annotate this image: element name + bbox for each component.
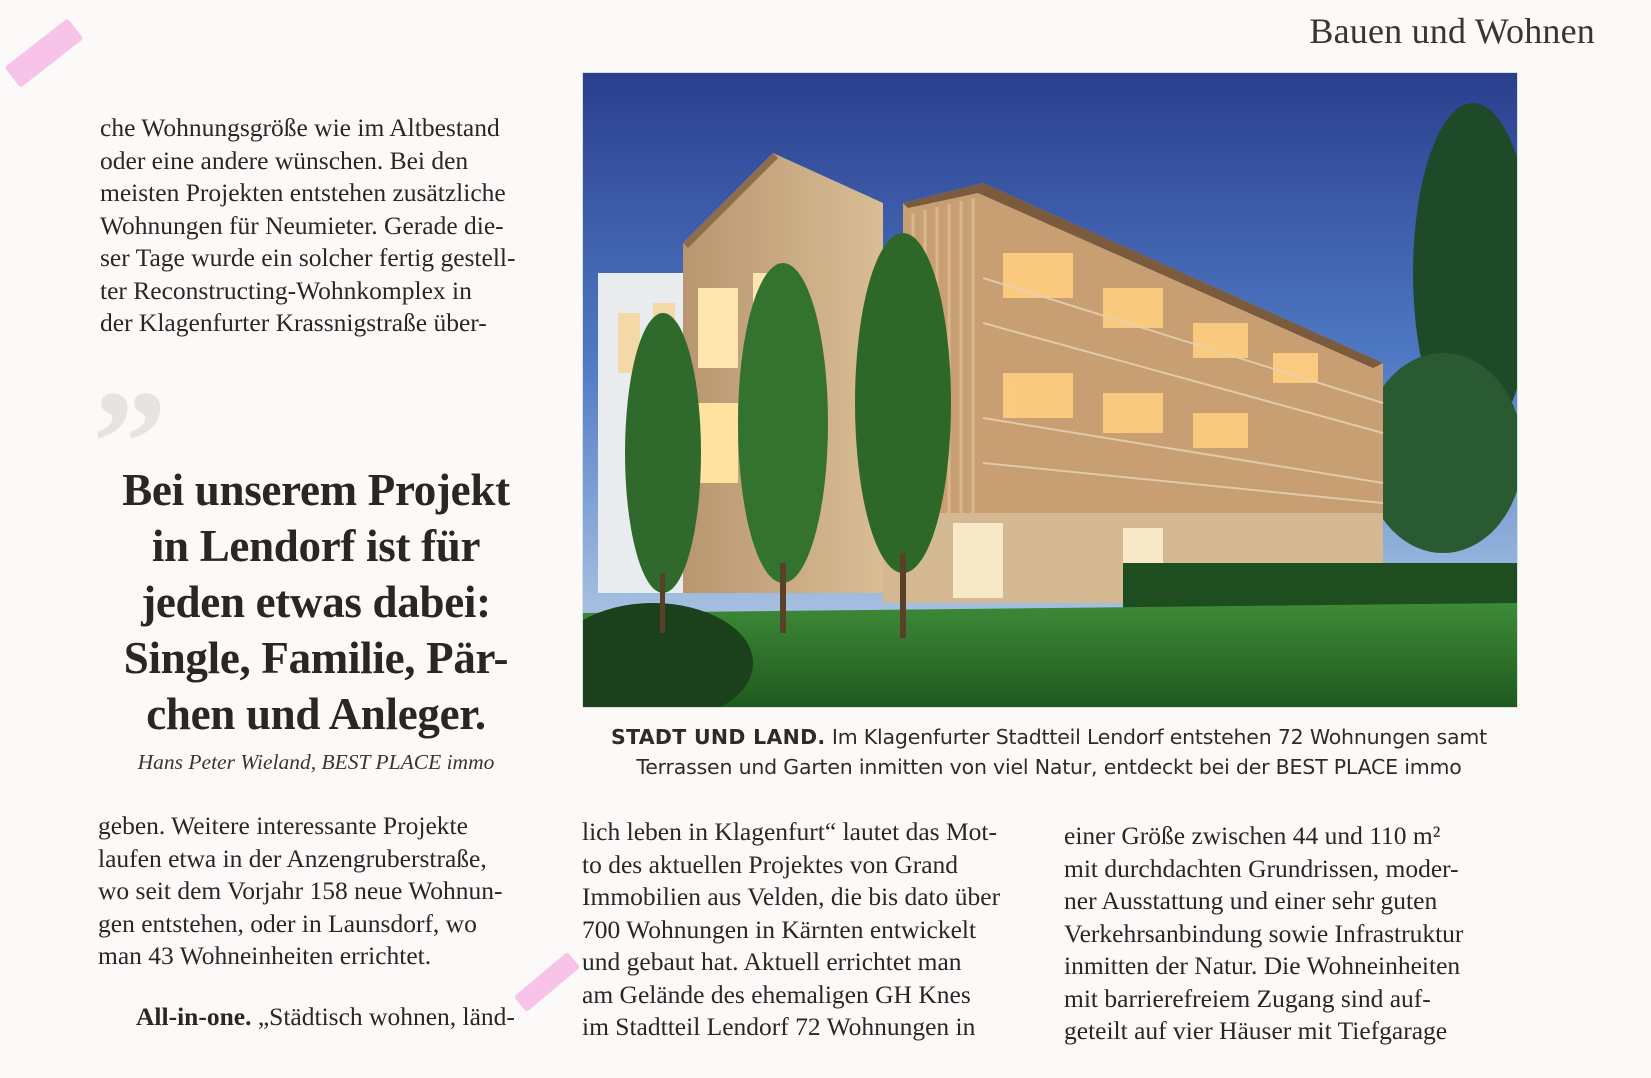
- caption-lead: STADT UND LAND.: [611, 725, 826, 749]
- text-line: ner Ausstattung und einer sehr guten: [1064, 886, 1438, 915]
- section-title: Bauen und Wohnen: [1309, 11, 1595, 51]
- column-1-text: [98, 810, 544, 1033]
- pull-quote: [86, 462, 546, 742]
- text-line: geteilt auf vier Häuser mit Tiefgarage: [1064, 1016, 1448, 1045]
- text-line: der Klagenfurter Krassnigstraße über-: [100, 308, 487, 337]
- text-line: [98, 1001, 544, 1034]
- text-line: ser Tage wurde ein solcher fertig gestell-: [100, 243, 516, 272]
- quote-mark-icon: ”: [92, 360, 167, 526]
- text-line: 700 Wohnungen in Kärnten entwickelt: [582, 914, 977, 944]
- text-line: inmitten der Natur. Die Wohneinheiten: [1064, 951, 1461, 980]
- pull-quote-line: Single, Familie, Pär-: [123, 633, 509, 683]
- text-line: oder eine andere wünschen. Bei den: [100, 145, 469, 175]
- runin-text: „Städtisch wohnen, länd-: [251, 1001, 515, 1031]
- column-3-text: [1064, 820, 1514, 1048]
- text-line: im Stadtteil Lendorf 72 Wohnungen in: [582, 1012, 976, 1041]
- column-2-text: [582, 816, 1030, 1044]
- text-line: to des aktuellen Projektes von Grand: [582, 849, 959, 879]
- text-line: meisten Projekten entstehen zusätzliche: [100, 178, 506, 207]
- text-line: mit durchdachten Grundrissen, moder-: [1064, 853, 1459, 883]
- text-line: laufen etwa in der Anzengruberstraße,: [98, 843, 487, 873]
- text-line: Wohnungen für Neumieter. Gerade die-: [100, 210, 504, 240]
- quote-author: Hans Peter Wieland, BEST PLACE immo: [137, 750, 495, 774]
- text-line: am Gelände des ehemaligen GH Knes: [582, 979, 971, 1009]
- runin-heading: All-in-one.: [136, 1001, 252, 1031]
- text-line: geben. Weitere interessante Projekte: [98, 811, 468, 840]
- caption-line: Im Klagenfurter Stadtteil Lendorf entstehen 72 Wohnungen samt: [831, 725, 1487, 749]
- text-line: man 43 Wohneinheiten errichtet.: [98, 941, 432, 970]
- pull-quote-line: chen und Anleger.: [146, 689, 486, 739]
- text-line: und gebaut hat. Aktuell errichtet man: [582, 947, 962, 976]
- text-line: ter Reconstructing-Wohnkomplex in: [100, 275, 472, 305]
- text-line: Immobilien aus Velden, die bis dato über: [582, 882, 1001, 911]
- pull-quote-line: Bei unserem Projekt: [122, 465, 510, 515]
- caption-line: Terrassen und Garten inmitten von viel Natur, entdeckt bei der BEST PLACE immo: [636, 755, 1462, 779]
- building-illustration: [583, 73, 1517, 707]
- column-top-text: [100, 112, 546, 340]
- highlighter-mark-top: [4, 18, 83, 88]
- pull-quote-line: jeden etwas dabei:: [141, 577, 491, 627]
- pull-quote-line: in Lendorf ist für: [151, 521, 481, 571]
- text-line: einer Größe zwischen 44 und 110 m²: [1064, 821, 1441, 850]
- text-line: mit barrierefreiem Zugang sind auf-: [1064, 983, 1431, 1013]
- text-line: gen entstehen, oder in Launsdorf, wo: [98, 908, 477, 938]
- text-line: wo seit dem Vorjahr 158 neue Wohnun-: [98, 876, 503, 905]
- building-photo: [582, 72, 1518, 708]
- text-line: che Wohnungsgröße wie im Altbestand: [100, 113, 500, 142]
- photo-caption: [570, 722, 1528, 782]
- text-line: Verkehrsanbindung sowie Infrastruktur: [1064, 918, 1464, 948]
- text-line: lich leben in Klagenfurt“ lautet das Mot-: [582, 817, 997, 846]
